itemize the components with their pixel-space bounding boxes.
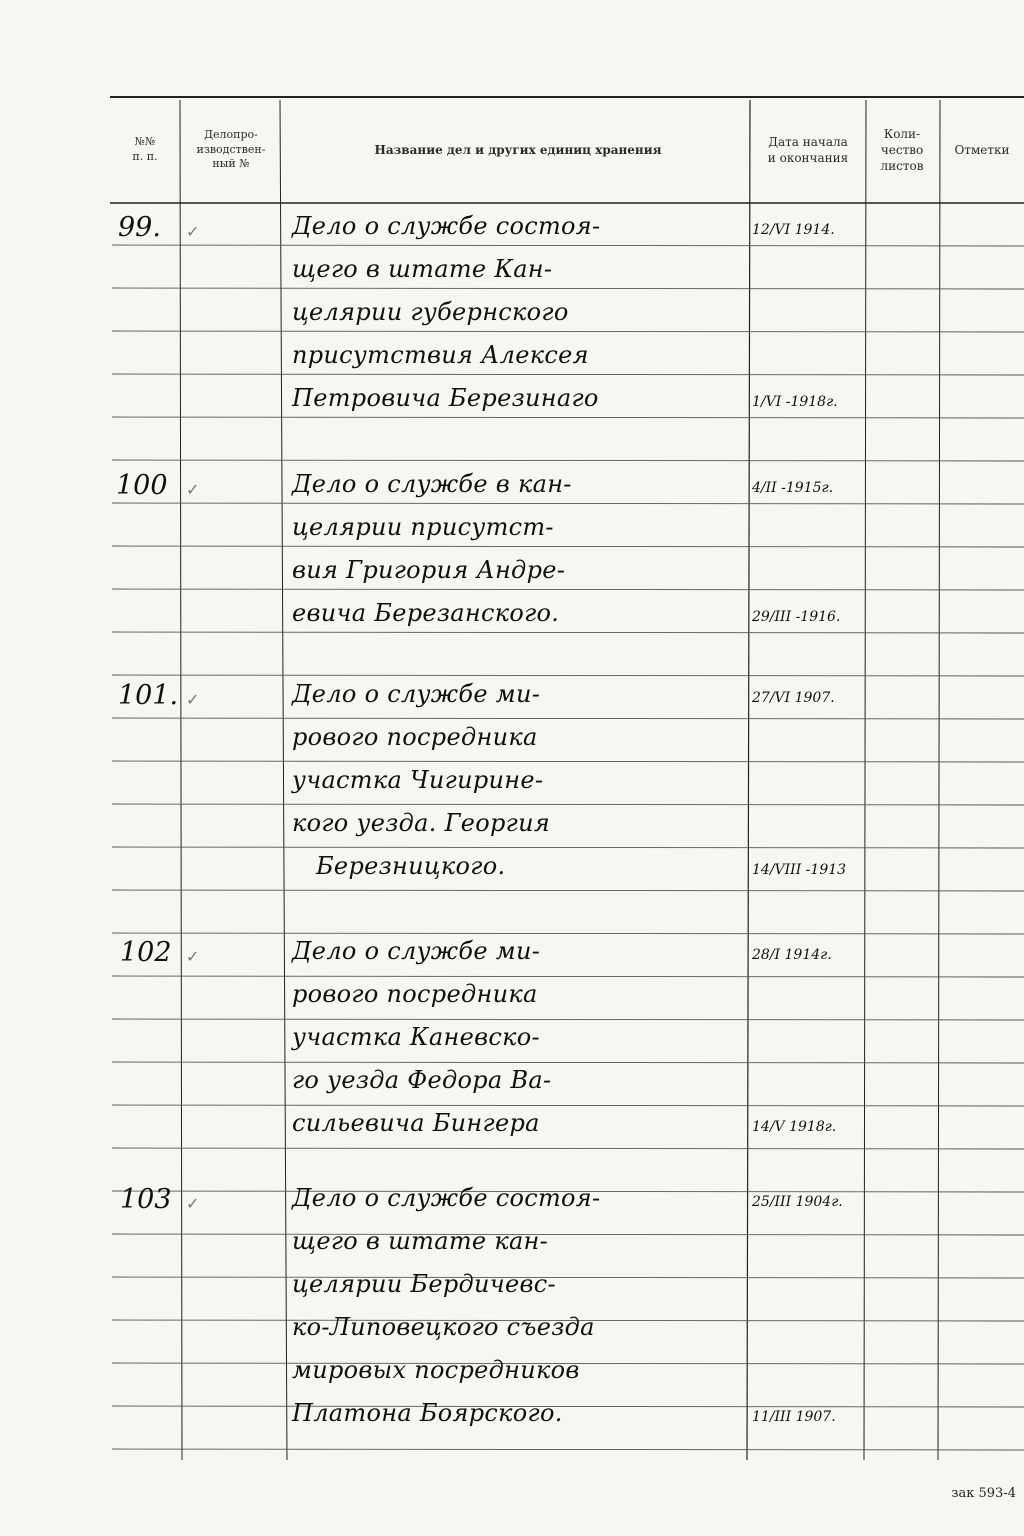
title-line: целярии присутст- xyxy=(292,513,554,541)
title-line: Березницкого. xyxy=(316,852,506,880)
ruled-line xyxy=(112,1019,1024,1020)
title-line: Петровича Березинаго xyxy=(292,384,599,412)
date-end: 14/VIII -1913 xyxy=(752,862,847,878)
ruled-line xyxy=(112,245,1024,246)
record-number: 101. xyxy=(118,680,179,711)
title-line: Платона Боярского. xyxy=(292,1399,563,1427)
title-line: сильевича Бингера xyxy=(292,1109,540,1137)
ruled-line xyxy=(112,589,1024,590)
ruled-line xyxy=(112,1062,1024,1063)
date-end: 11/III 1907. xyxy=(752,1409,836,1425)
check-mark-icon: ✓ xyxy=(186,480,200,499)
ruled-line xyxy=(112,288,1024,289)
ruled-line xyxy=(112,1406,1024,1407)
title-line: рового посредника xyxy=(292,723,538,751)
header-title: Название дел и других единиц хранения xyxy=(374,142,662,157)
record-number: 103 xyxy=(120,1184,172,1215)
ruled-line xyxy=(112,1449,1024,1450)
check-mark-icon: ✓ xyxy=(186,947,200,966)
title-line: присутствия Алексея xyxy=(292,341,589,369)
title-line: щего в штате Кан- xyxy=(292,255,553,283)
ruled-line xyxy=(112,1148,1024,1149)
ruled-line xyxy=(112,675,1024,676)
title-line: вия Григория Андре- xyxy=(292,556,566,584)
ruled-line xyxy=(112,718,1024,719)
date-end: 1/VI -1918г. xyxy=(752,394,838,410)
ruled-line xyxy=(112,460,1024,461)
record-number: 102 xyxy=(120,937,172,968)
header-number: №№ п. п. xyxy=(132,135,158,163)
ruled-line xyxy=(112,761,1024,762)
title-line: рового посредника xyxy=(292,980,538,1008)
check-mark-icon: ✓ xyxy=(186,690,200,709)
date-start: 12/VI 1914. xyxy=(752,222,835,238)
date-end: 14/V 1918г. xyxy=(752,1119,837,1135)
title-line: участка Чигирине- xyxy=(292,766,544,794)
title-line: ко-Липовецкого съезда xyxy=(292,1313,595,1341)
record-number: 100 xyxy=(116,470,168,501)
date-start: 25/III 1904г. xyxy=(752,1194,843,1210)
title-line: целярии губернского xyxy=(292,298,569,326)
ruled-line xyxy=(112,503,1024,504)
title-line: Дело о службе в кан- xyxy=(292,470,572,498)
title-line: евича Березанского. xyxy=(292,599,560,627)
title-line: Дело о службе ми- xyxy=(292,937,541,965)
header-dates: Дата начала и окончания xyxy=(767,134,849,165)
header-sheets: Коли- чество листов xyxy=(880,126,924,174)
ruled-line xyxy=(112,890,1024,891)
ruled-line xyxy=(112,632,1024,633)
title-line: щего в штате кан- xyxy=(292,1227,549,1255)
ruled-line xyxy=(112,1105,1024,1106)
ruled-line xyxy=(112,933,1024,934)
date-start: 28/I 1914г. xyxy=(752,947,832,963)
title-line: целярии Бердичевс- xyxy=(292,1270,556,1298)
title-line: Дело о службе состоя- xyxy=(292,212,601,240)
ruled-line xyxy=(112,847,1024,848)
title-line: кого уезда. Георгия xyxy=(292,809,551,837)
record-number: 99. xyxy=(118,212,161,243)
ruled-line xyxy=(112,1234,1024,1235)
check-mark-icon: ✓ xyxy=(186,1194,200,1213)
date-start: 27/VI 1907. xyxy=(752,690,835,706)
ruled-line xyxy=(112,417,1024,418)
date-end: 29/III -1916. xyxy=(752,609,841,625)
header-notes: Отметки xyxy=(954,142,1010,157)
ruled-line xyxy=(112,1277,1024,1278)
header-case-number: Делопро- изводствен- ный № xyxy=(196,127,266,171)
title-line: Дело о службе состоя- xyxy=(292,1184,601,1212)
title-line: го уезда Федора Ва- xyxy=(292,1066,552,1094)
ruled-line xyxy=(112,804,1024,805)
title-line: участка Каневско- xyxy=(292,1023,540,1051)
date-start: 4/II -1915г. xyxy=(752,480,834,496)
print-order-mark: зак 593-4 xyxy=(951,1486,1016,1501)
ruled-line xyxy=(112,976,1024,977)
title-line: мировых посредников xyxy=(292,1356,580,1384)
ruled-line xyxy=(112,331,1024,332)
ruled-line xyxy=(112,374,1024,375)
title-line: Дело о службе ми- xyxy=(292,680,541,708)
check-mark-icon: ✓ xyxy=(186,222,200,241)
ruled-line xyxy=(112,546,1024,547)
